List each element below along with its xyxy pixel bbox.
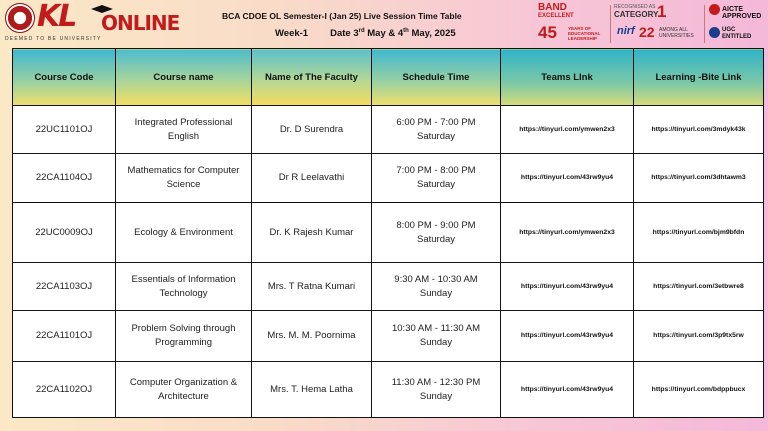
schedule-time: 6:00 PM - 7:00 PM — [396, 116, 476, 128]
faculty-name: Dr R Leelavathi — [252, 154, 372, 203]
university-seal-icon — [5, 3, 35, 33]
band-sub-text: EXCELLENT — [538, 13, 574, 19]
course-name: Mathematics for Computer Science — [116, 154, 252, 203]
course-code: 22CA1101OJ — [13, 311, 116, 362]
schedule-cell — [372, 154, 501, 203]
years-number: 45 — [538, 23, 557, 42]
header-teams-link: Teams LInk — [501, 49, 634, 106]
page-header — [0, 0, 768, 48]
faculty-name: Dr. K Rajesh Kumar — [252, 203, 372, 263]
timetable — [12, 48, 764, 418]
kl-online-logo — [5, 0, 180, 45]
date-mid: May & 4 — [364, 28, 404, 40]
category-number: 1 — [657, 2, 667, 21]
header-course-code: Course Code — [13, 49, 116, 106]
table-row — [13, 311, 764, 362]
accreditation-badges — [538, 3, 766, 45]
faculty-name: Mrs. T Ratna Kumari — [252, 263, 372, 311]
logo-online-text: ONLINE — [101, 11, 180, 35]
teams-link[interactable]: https://tinyurl.com/ymwen2x3 — [501, 106, 634, 154]
teams-link[interactable]: https://tinyurl.com/43rw9yu4 — [501, 311, 634, 362]
nirf-logo: nirf — [617, 25, 635, 37]
learning-bite-link[interactable]: https://tinyurl.com/3mdyk43k — [634, 106, 764, 154]
badge-divider — [704, 5, 705, 43]
course-code: 22UC0009OJ — [13, 203, 116, 263]
ugc-text: UGC ENTITLED — [722, 27, 752, 40]
schedule-day: Sunday — [419, 390, 453, 402]
schedule-cell — [372, 106, 501, 154]
schedule-cell — [372, 203, 501, 263]
table-row — [13, 203, 764, 263]
header-course-name: Course name — [116, 49, 252, 106]
course-name: Problem Solving through Programming — [116, 311, 252, 362]
schedule-day: Sunday — [419, 337, 453, 348]
learning-bite-link[interactable]: https://tinyurl.com/3etbwre8 — [634, 263, 764, 311]
course-name: Integrated Professional English — [116, 106, 252, 154]
schedule-time: 10:30 AM - 11:30 AM — [391, 323, 480, 335]
schedule-time: 9:30 AM - 10:30 AM — [394, 273, 478, 285]
faculty-name: Mrs. T. Hema Latha — [252, 362, 372, 418]
course-code: 22CA1104OJ — [13, 154, 116, 203]
learning-bite-link[interactable]: https://tinyurl.com/bjm9bfdn — [634, 203, 764, 263]
teams-link[interactable]: https://tinyurl.com/43rw9yu4 — [501, 362, 634, 418]
logo-kl-text: KL — [37, 0, 76, 34]
schedule-cell — [372, 362, 501, 418]
nirf-rank: 22 — [639, 24, 655, 40]
course-code: 22UC1101OJ — [13, 106, 116, 154]
course-name: Computer Organization & Architecture — [116, 362, 252, 418]
timetable-subtitle — [275, 28, 456, 39]
badge-divider — [610, 5, 611, 43]
course-name: Ecology & Environment — [116, 203, 252, 263]
schedule-time: 8:00 PM - 9:00 PM — [396, 219, 476, 231]
learning-bite-link[interactable]: https://tinyurl.com/bdppbucx — [634, 362, 764, 418]
faculty-name: Mrs. M. M. Poornima — [252, 311, 372, 362]
table-row — [13, 263, 764, 311]
schedule-day: Saturday — [416, 179, 456, 190]
date-prefix: Date 3 — [330, 28, 359, 40]
week-label: Week-1 — [275, 28, 309, 40]
band-badge: BAND — [538, 2, 567, 13]
date-suffix: May, 2025 — [408, 28, 456, 40]
table-row — [13, 106, 764, 154]
header-learning-bite-link: Learning -Bite Link — [634, 49, 764, 106]
schedule-time: 11:30 AM - 12:30 PM — [391, 376, 481, 388]
table-row — [13, 362, 764, 418]
aicte-text: AICTE APPROVED — [722, 6, 762, 21]
schedule-cell — [372, 311, 501, 362]
learning-bite-link[interactable]: https://tinyurl.com/3p9tx5rw — [634, 311, 764, 362]
teams-link[interactable]: https://tinyurl.com/43rw9yu4 — [501, 154, 634, 203]
schedule-day: Saturday — [416, 233, 456, 245]
ugc-icon — [709, 27, 720, 38]
date-sup-1: rd — [358, 28, 365, 34]
schedule-day: Saturday — [416, 130, 456, 142]
aicte-icon — [709, 4, 720, 15]
table-header-row — [13, 49, 764, 106]
recognised-text: RECOGNISED AS — [614, 4, 656, 10]
faculty-name: Dr. D Surendra — [252, 106, 372, 154]
nirf-text: AMONG ALL UNIVERSITIES — [659, 27, 694, 39]
course-name: Essentials of Information Technology — [116, 263, 252, 311]
schedule-day: Sunday — [419, 287, 453, 299]
header-faculty: Name of The Faculty — [252, 49, 372, 106]
years-text: YEARS OF EDUCATIONAL LEADERSHIP — [568, 26, 601, 41]
date-sup-2: th — [403, 28, 409, 34]
schedule-time: 7:00 PM - 8:00 PM — [396, 165, 476, 177]
teams-link[interactable]: https://tinyurl.com/ymwen2x3 — [501, 203, 634, 263]
teams-link[interactable]: https://tinyurl.com/43rw9yu4 — [501, 263, 634, 311]
schedule-cell — [372, 263, 501, 311]
course-code: 22CA1103OJ — [13, 263, 116, 311]
header-schedule-time: Schedule Time — [372, 49, 501, 106]
learning-bite-link[interactable]: https://tinyurl.com/3dhtawm3 — [634, 154, 764, 203]
logo-university-text: DEEMED TO BE UNIVERSITY — [5, 36, 102, 42]
course-code: 22CA1102OJ — [13, 362, 116, 418]
timetable-title: BCA CDOE OL Semester-I (Jan 25) Live Session Time Table — [222, 11, 462, 21]
category-text: CATEGORY — [614, 10, 659, 19]
table-row — [13, 154, 764, 203]
